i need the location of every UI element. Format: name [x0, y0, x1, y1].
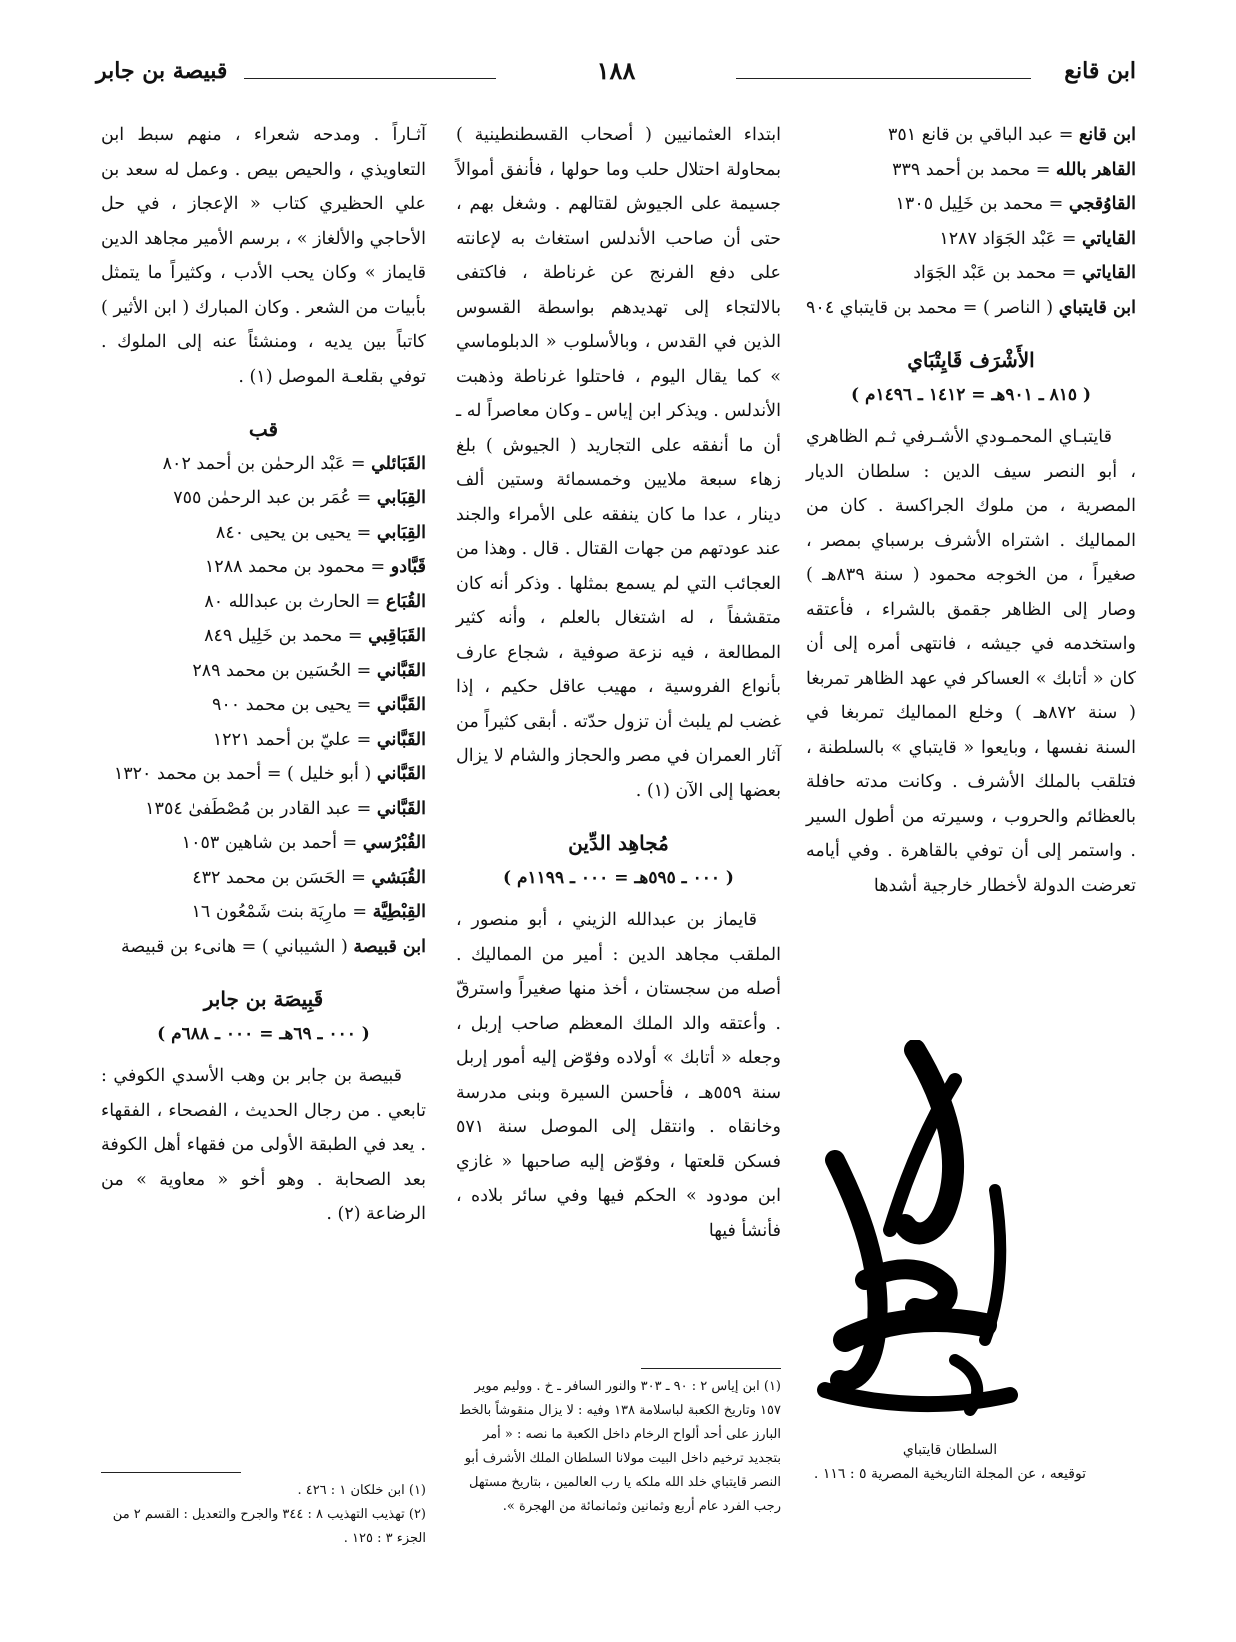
index-entry: القِبَابي = عُمَر بن عبد الرحمٰن ٧٥٥ [173, 488, 426, 508]
right-column [806, 118, 1136, 921]
section-title-qaytbay: الأَشْرَف قَايِتْبَاي [907, 348, 1035, 372]
index-entry: القاهر بالله = محمد بن أحمد ٣٣٩ [892, 159, 1136, 180]
index-entry: القاوُقجي = محمد بن خَلِيل ١٣٠٥ [895, 194, 1136, 214]
footnote-rule [101, 1472, 241, 1473]
header-rule-left [244, 78, 496, 79]
index-entry: القُبْرُسي = أحمد بن شاهين ١٠٥٣ [181, 833, 426, 853]
page-header [96, 58, 1136, 94]
biography-continuation: آثـاراً . ومدحه شعراء ، منهم سبط ابن التعاويذي ، والحيص بيص . وعمل له سعد بن علي الحظيري كتاب « الإعجاز ، في حل الأحاجي والألغاز » ، برسم الأمير مجاهد الدين قايماز » وكان يحب الأدب ، وكثيراً ما يتمثل بأبيات من الشعر . وكان المبارك ( ابن الأثير ) كاتباً بين يديه ، ومنشئاً عنه إلى الملوك . توفي بقلعـة الموصل (١) . [101, 125, 426, 387]
biography-continuation: ابتداء العثمانيين ( أصحاب القسطنطينية ) بمحاولة احتلال حلب وما حولها ، فأنفق أموالاً جسيمة على الجيوش لقتالهم . وشغل بهم ، حتى أن صاحب الأندلس استغاث به لإعانته على دفع الفرنج عن غرناطة ، فاكتفى بالالتجاء إلى تهديدهم بواسطة القسوس الذين في القدس ، وبالأسلوب « الدبلوماسي » كما يقال اليوم ، فاحتلوا غرناطة وذهبت الأندلس . ويذكر ابن إياس ـ وكان معاصراً له ـ أن ما أنفقه على التجاريد ( الجيوش ) بلغ زهاء سبعة ملايين وخمسمائة وستين ألف دينار ، عدا ما كان ينفقه على الأمراء والجند عند عودتهم من جهات القتال . قال . وهذا من العجائب التي لم يسمع بمثلها . وذكر أنه كان متقشفاً ، له اشتغال بالعلم ، وأنه كثير المطالعة ، فيه نزعة صوفية ، شجاع عارف بأنواع الفروسية ، مهيب عاقل حكيم ، إذا غضب لم يلبث أن تزول حدّته . أبقى كثيراً من آثار العمران في مصر والحجاز والشام لا يزال بعضها إلى الآن (١) . [456, 125, 781, 801]
section-title-mujahid: مُجاهِد الدِّين [568, 831, 669, 855]
calligraphy-signature [795, 1040, 1035, 1430]
middle-column [456, 118, 781, 1266]
section-dates-qaytbay: ( ٨١٥ ـ ٩٠١هـ = ١٤١٢ ـ ١٤٩٦م ) [850, 384, 1092, 405]
footnote: (١) ابن خلكان ١ : ٤٢٦ . [297, 1483, 426, 1498]
caption-source: توقيعه ، عن المجلة التاريخية المصرية ٥ : ١١٦ . [813, 1466, 1087, 1482]
index-entry: القِبَابي = يحيى بن يحيى ٨٤٠ [215, 522, 426, 543]
biography-text: قايماز بن عبدالله الزيني ، أبو منصور ، الملقب مجاهد الدين : أمير من المماليك . أصله من سجستان ، أخذ منها صغيراً واسترقّ . وأعتقه والد الملك المعظم صاحب إربل ، وجعله « أتابك » أولاده وفوّض إليه أمور إربل سنة ٥٥٩هـ ، فأحسن السيرة وبنى مدرسة وخانقاه . وانتقل إلى الموصل سنة ٥٧١ فسكن قلعتها ، وفوّض إليه صاحبها « غازي ابن مودود » الحكم فيها وفي سائر بلاده ، فأنشأ فيها [456, 910, 782, 1241]
index-entry: القُبَشي = الحَسَن بن محمد ٤٣٢ [192, 867, 426, 888]
index-entry: القاياتي = محمد بن عَبْد الجَوَاد [913, 263, 1136, 283]
footnote: (١) ابن إياس ٢ : ٩٠ ـ ٣٠٣ والنور السافر ـ خ . ووليم موير ١٥٧ وتاريخ الكعبة لباسلامة ١٣٨ وفيه : لا يزال منقوشاً بالخط البارز على أحد ألواح الرخام داخل الكعبة ما نصه : « أمر بتجديد ترخيم داخل البيت مولانا السلطان الملك الأشرف أبو النصر قايتباي خلد الله ملكه يا رب العالمين ، بتاريخ مستهل رجب الفرد عام أربع وثمانين وثمانمائة من الهجرة ». [458, 1379, 781, 1514]
index-entry: القَبَّاني = يحيى بن محمد ٩٠٠ [211, 695, 426, 715]
biography-text: قايتبـاي المحمـودي الأشـرفي ثـم الظاهري ، أبو النصر سيف الدين : سلطان الديار المصرية ، من ملوك الجراكسة . كان من المماليك . اشتراه الأشرف برسباي بمصر ، صغيراً ، من الخوجه محمود ( سنة ٨٣٩هـ ) وصار إلى الظاهر جقمق بالشراء ، فأعتقه واستخدمه في جيشه ، فانتهى أمره إلى أن كان « أتابك » العساكر في عهد الظاهر تمربغا ( سنة ٨٧٢هـ ) وخلع المماليك تمربغا في السنة نفسها ، وبايعوا « قايتباي » بالسلطنة ، فتلقب بالملك الأشرف . وكانت مدته حافلة بالعظائم والحروب ، وسيرته من أطول السير . واستمر إلى أن توفي بالقاهرة . وفي أيامه تعرضت الدولة لأخطار خارجية أشدها [806, 427, 1136, 896]
footnotes-left [101, 1472, 426, 1551]
index-entry: القَبَّاني = عليّ بن أحمد ١٢٢١ [212, 729, 426, 750]
index-entry: القُبَاع = الحارث بن عبدالله ٨٠ [204, 591, 426, 612]
index-entry: القَبَّاني ( أبو خليل ) = أحمد بن محمد ١٣٢٠ [113, 764, 426, 784]
caption-title: السلطان قايتباي [902, 1442, 998, 1458]
index-entry: ابن قايتباي ( الناصر ) = محمد بن قايتباي ٩٠٤ [806, 297, 1136, 318]
section-dates-mujahid: ( ٠٠٠ ـ ٥٩٥هـ = ٠٠٠ ـ ١١٩٩م ) [503, 867, 734, 888]
header-rule-right [736, 78, 1031, 79]
signature-image [790, 1035, 1040, 1435]
section-title-qb: قب [248, 417, 279, 441]
page-number: ١٨٨ [587, 56, 646, 85]
index-entry: قَبَّادو = محمود بن محمد ١٢٨٨ [204, 557, 426, 577]
index-entry: القَبَّاني = عبد القادر بن مُصْطَفىٰ ١٣٥٤ [145, 798, 426, 819]
index-entry: ابن قانع = عبد الباقي بن قانع ٣٥١ [887, 125, 1136, 145]
footnote: (٢) تهذيب التهذيب ٨ : ٣٤٤ والجرح والتعديل : القسم ٢ من الجزء ٣ : ١٢٥ . [112, 1507, 426, 1546]
header-left-title: قبيصة بن جابر [96, 58, 228, 84]
left-column [101, 118, 426, 1249]
footnotes-middle [456, 1368, 781, 1519]
section-dates-qabisa: ( ٠٠٠ ـ ٦٩هـ = ٠٠٠ ـ ٦٨٨م ) [157, 1023, 370, 1044]
index-entry: القَبَّاني = الحُسَين بن محمد ٢٨٩ [192, 660, 426, 681]
image-caption [790, 1438, 1110, 1486]
index-entry: القاياتي = عَبْد الجَوَاد ١٢٨٧ [939, 228, 1136, 249]
footnote-rule [641, 1368, 781, 1369]
header-right-title: ابن قانع [1064, 58, 1136, 84]
index-entry: ابن قبيصة ( الشيباني ) = هانىء بن قبيصة [121, 936, 426, 957]
section-title-qabisa: قَبِيصَة بن جابر [203, 987, 324, 1011]
index-entry: القِبْطِيَّة = مارِيَة بنت شَمْعُون ١٦ [191, 902, 426, 922]
index-entry: القَبَائلي = عَبْد الرحمٰن بن أحمد ٨٠٢ [162, 453, 426, 474]
index-entry: القَبَاقِبي = محمد بن خَلِيل ٨٤٩ [204, 626, 426, 646]
biography-text: قبيصة بن جابر بن وهب الأسدي الكوفي : تابعي . من رجال الحديث ، الفصحاء ، الفقهاء . يعد في الطبقة الأولى من فقهاء أهل الكوفة بعد الصحابة . وهو أخو « معاوية » من الرضاعة (٢) . [101, 1066, 426, 1224]
